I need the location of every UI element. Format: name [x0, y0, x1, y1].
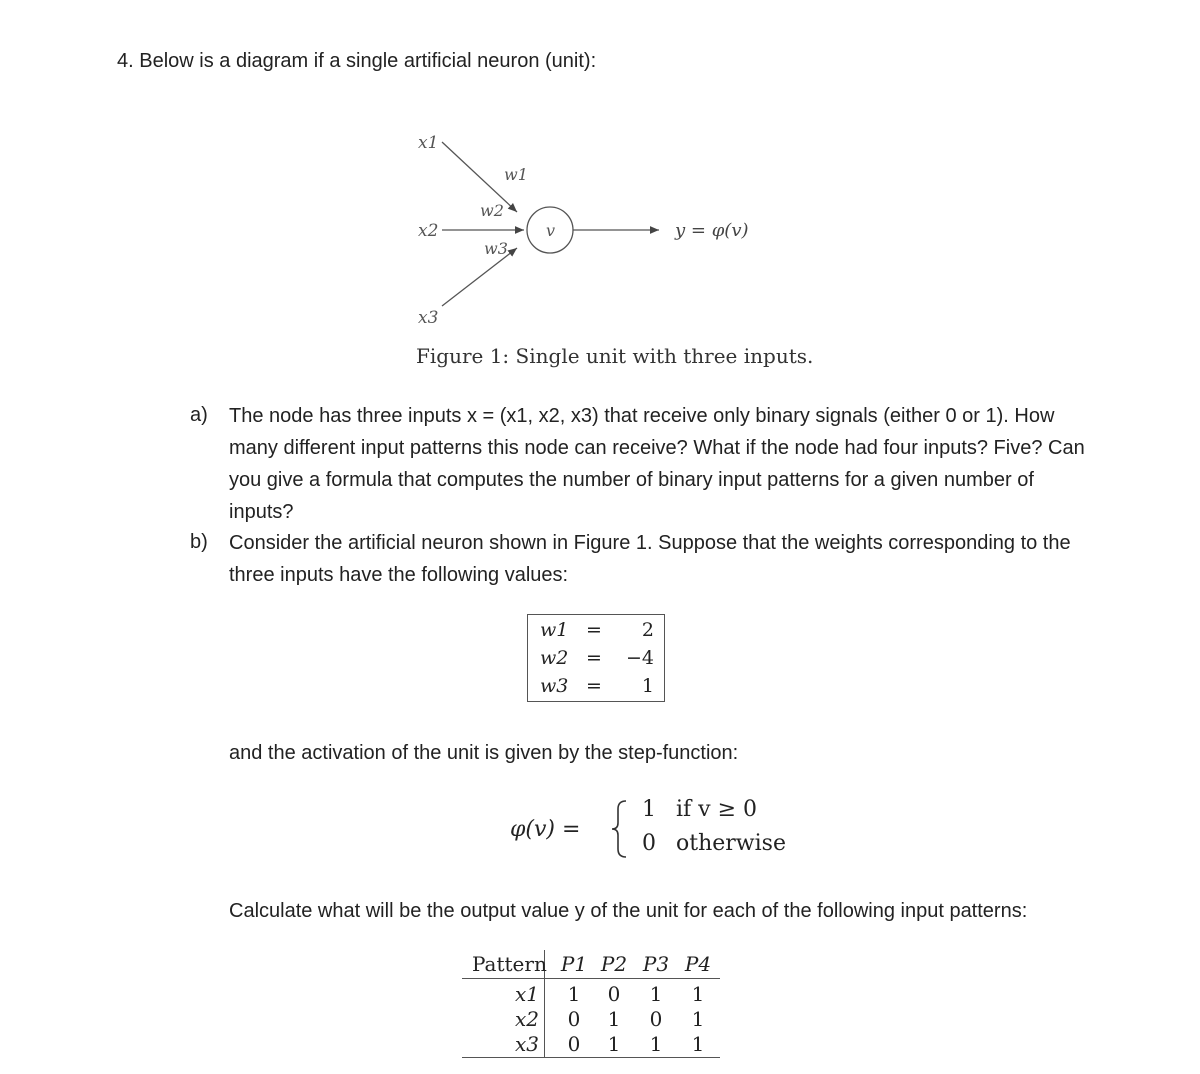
table-cell: 0 — [649, 1007, 663, 1031]
weight-value: 1 — [641, 675, 654, 697]
case-1-condition: if v ≥ 0 — [676, 797, 758, 822]
part-b-text: Consider the artificial neuron shown in Figure 1. Suppose that the weights corresponding to the three inputs have the following values: — [229, 532, 1071, 586]
table-cell: 1 — [649, 1032, 663, 1056]
row-label: x2 — [514, 1007, 539, 1031]
weight-row — [528, 675, 664, 703]
pattern-corner: Pattern — [472, 952, 547, 976]
table-cell: 1 — [691, 1007, 705, 1031]
weight-row — [528, 619, 664, 647]
pattern-header: P1 — [560, 952, 588, 976]
row-label: x1 — [514, 982, 539, 1006]
case-2-value: 0 — [642, 831, 656, 856]
table-cell: 1 — [567, 982, 581, 1006]
weight-name: w1 — [540, 619, 569, 641]
weight-value: −4 — [625, 647, 654, 669]
row-label: x3 — [514, 1032, 539, 1056]
input-x1-label: x1 — [418, 133, 439, 153]
weight-name: w3 — [540, 675, 569, 697]
weight-w1-label: w1 — [504, 165, 528, 184]
part-b-letter: b) — [190, 531, 208, 553]
table-cell: 0 — [567, 1032, 581, 1056]
pattern-header: P3 — [642, 952, 670, 976]
weight-row — [528, 647, 664, 675]
part-a-text: The node has three inputs x = (x1, x2, x3) that receive only binary signals (either 0 or 1). How many different input patterns this node can receive? What if the node had four inputs? Five? Can you give a formula that computes the number of binary input patterns for a given number of inputs? — [229, 405, 1085, 523]
question-number: 4. — [117, 50, 134, 72]
table-cell: 0 — [607, 982, 621, 1006]
part-a-letter: a) — [190, 404, 208, 426]
weight-eq: = — [586, 619, 602, 641]
weight-value: 2 — [641, 619, 654, 641]
left-brace — [610, 799, 630, 859]
case-2-condition: otherwise — [676, 831, 786, 856]
table-cell: 0 — [567, 1007, 581, 1031]
weight-w3-label: w3 — [484, 239, 508, 258]
weight-eq: = — [586, 675, 602, 697]
table-cell: 1 — [607, 1007, 621, 1031]
table-cell: 1 — [691, 982, 705, 1006]
phi-lhs: φ(v) = — [510, 817, 581, 842]
neuron-diagram — [380, 120, 800, 340]
pattern-header: P2 — [600, 952, 628, 976]
figure-caption: Figure 1: Single unit with three inputs. — [416, 344, 814, 368]
pattern-header: P4 — [684, 952, 712, 976]
case-1-value: 1 — [642, 797, 656, 822]
node-label: v — [546, 221, 556, 240]
calc-text: Calculate what will be the output value y of the unit for each of the following input patterns: — [229, 900, 1028, 922]
input-x3-label: x3 — [418, 308, 439, 328]
table-bottom-rule — [462, 1057, 720, 1058]
table-cell: 1 — [607, 1032, 621, 1056]
question-intro: Below is a diagram if a single artificial neuron (unit): — [139, 50, 597, 72]
output-label: y = φ(v) — [675, 220, 749, 241]
weight-name: w2 — [540, 647, 569, 669]
activation-text: and the activation of the unit is given by the step-function: — [229, 742, 739, 764]
table-cell: 1 — [691, 1032, 705, 1056]
weights-table — [527, 614, 665, 702]
table-cell: 1 — [649, 982, 663, 1006]
table-header-rule — [462, 978, 720, 979]
input-x2-label: x2 — [418, 221, 439, 241]
weight-w2-label: w2 — [480, 201, 504, 220]
weight-eq: = — [586, 647, 602, 669]
question-heading — [117, 50, 596, 73]
